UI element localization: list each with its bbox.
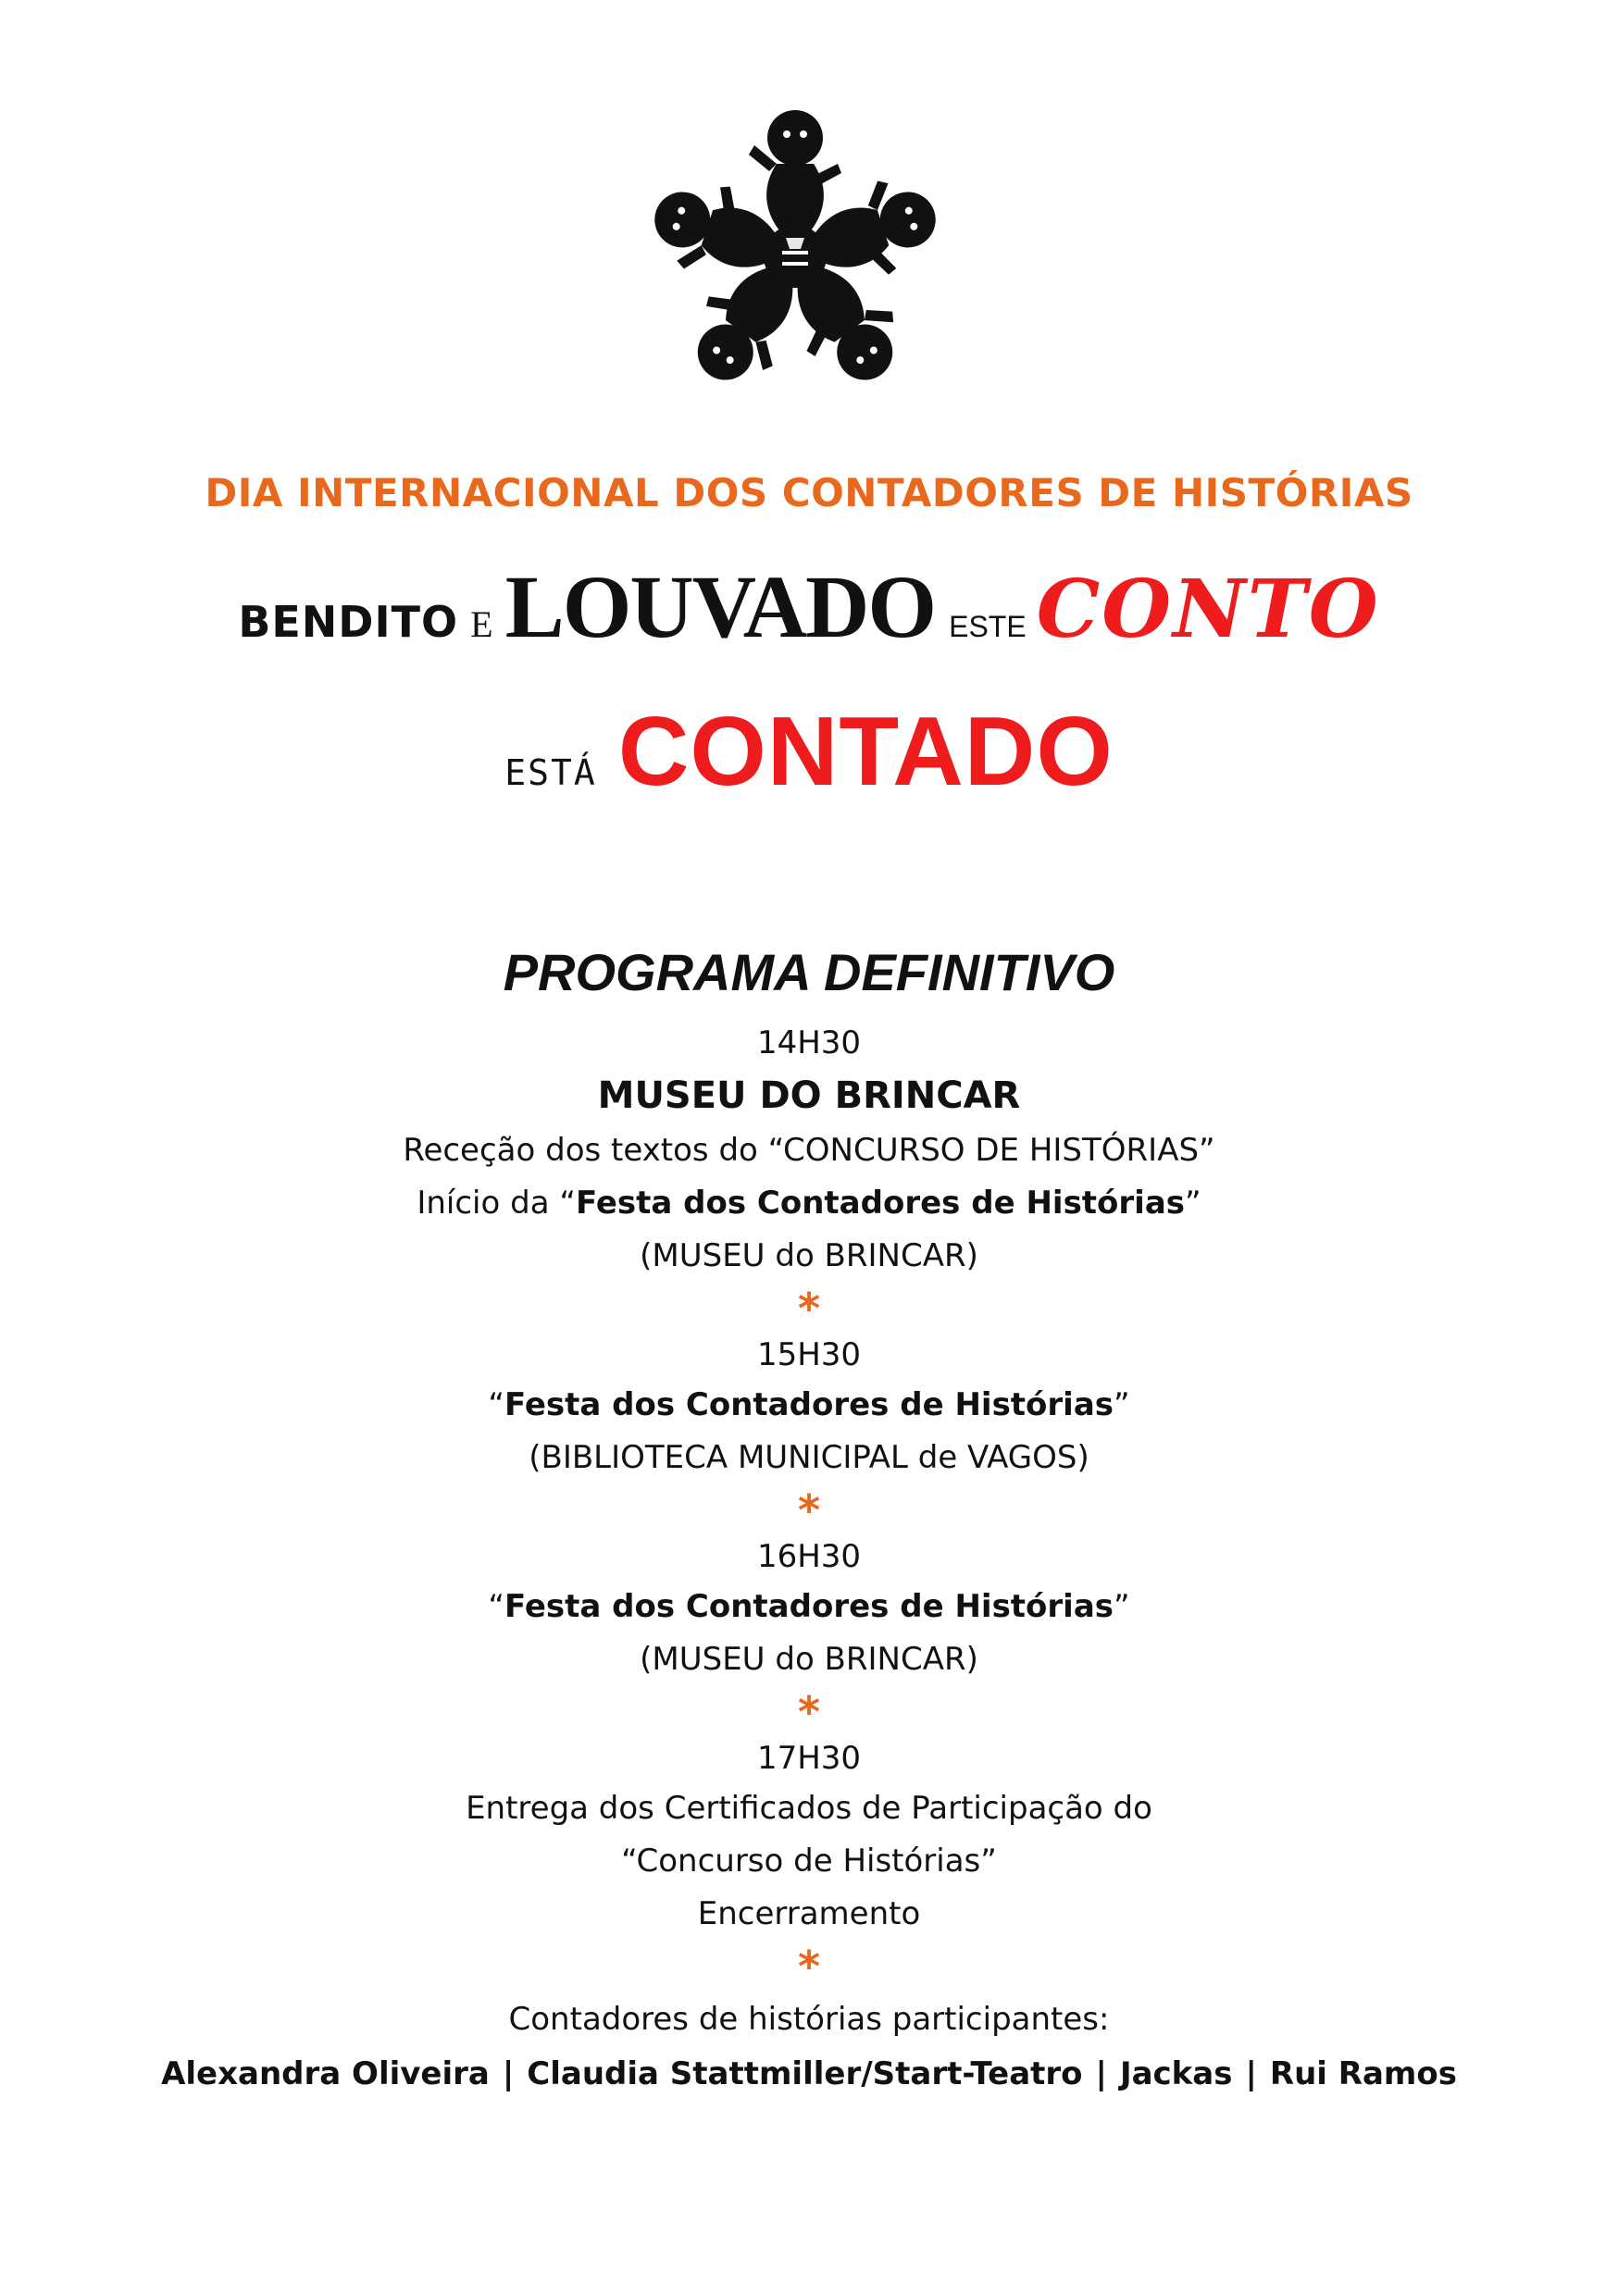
participant-divider: |: [502, 2055, 515, 2092]
asterisk-separator: *: [797, 1942, 821, 1992]
circle-of-storytellers-logo: [642, 104, 948, 409]
block-line: “Concurso de Histórias”: [621, 1843, 997, 1880]
asterisk-separator: *: [797, 1284, 821, 1334]
block-location: (MUSEU do BRINCAR): [640, 1641, 978, 1678]
block-line: Encerramento: [697, 1895, 921, 1932]
block-venue: MUSEU DO BRINCAR: [597, 1074, 1021, 1117]
headline-word-e: E: [470, 603, 493, 645]
asterisk-separator: *: [797, 1485, 821, 1535]
participant-name: Alexandra Oliveira: [161, 2055, 490, 2092]
block-location: (BIBLIOTECA MUNICIPAL de VAGOS): [529, 1439, 1089, 1476]
participants-list: [0, 2046, 1618, 2102]
participants-label: Contadores de histórias participantes:: [508, 2001, 1110, 2038]
block-line: Receção dos textos do “CONCURSO DE HISTÓRIAS”: [403, 1132, 1215, 1169]
program-block-3: [0, 1533, 1618, 1686]
headline-word-contado: CONTADO: [617, 697, 1114, 806]
program-block-4: [0, 1734, 1618, 1941]
headline-word-esta: ESTÁ: [504, 752, 597, 793]
block-line: Início da “Festa dos Contadores de Histórias”: [417, 1185, 1201, 1222]
participant-name: Claudia Stattmiller/Start-Teatro: [527, 2055, 1083, 2092]
participant-divider: |: [1095, 2055, 1107, 2092]
event-title: DIA INTERNACIONAL DOS CONTADORES DE HISTÓRIAS: [205, 470, 1413, 515]
asterisk-separator: *: [797, 1687, 821, 1737]
headline-line-2: [0, 696, 1618, 808]
block-time: 17H30: [756, 1740, 862, 1777]
program-block-1: [0, 1019, 1618, 1283]
headline-word-conto: CONTO: [1036, 563, 1380, 656]
block-line: Entrega dos Certificados de Participação do: [466, 1790, 1152, 1827]
headline-word-louvado: LOUVADO: [504, 557, 936, 656]
participant-divider: |: [1245, 2055, 1257, 2092]
participant-name: Rui Ramos: [1269, 2055, 1457, 2092]
headline-word-bendito: BENDITO: [238, 597, 459, 647]
participant-name: Jackas: [1119, 2055, 1233, 2092]
headline-word-este: ESTE: [949, 610, 1027, 643]
program-title: PROGRAMA DEFINITIVO: [503, 943, 1115, 1001]
program-block-2: [0, 1331, 1618, 1484]
block-time: 14H30: [756, 1024, 862, 1061]
block-time: 15H30: [756, 1336, 862, 1373]
program-section: [0, 942, 1618, 2102]
block-line: “Festa dos Contadores de Histórias”: [488, 1386, 1130, 1423]
headline-line-1: [0, 555, 1618, 658]
block-time: 16H30: [756, 1538, 862, 1575]
block-location: (MUSEU do BRINCAR): [640, 1237, 978, 1274]
block-line: “Festa dos Contadores de Histórias”: [488, 1588, 1130, 1625]
